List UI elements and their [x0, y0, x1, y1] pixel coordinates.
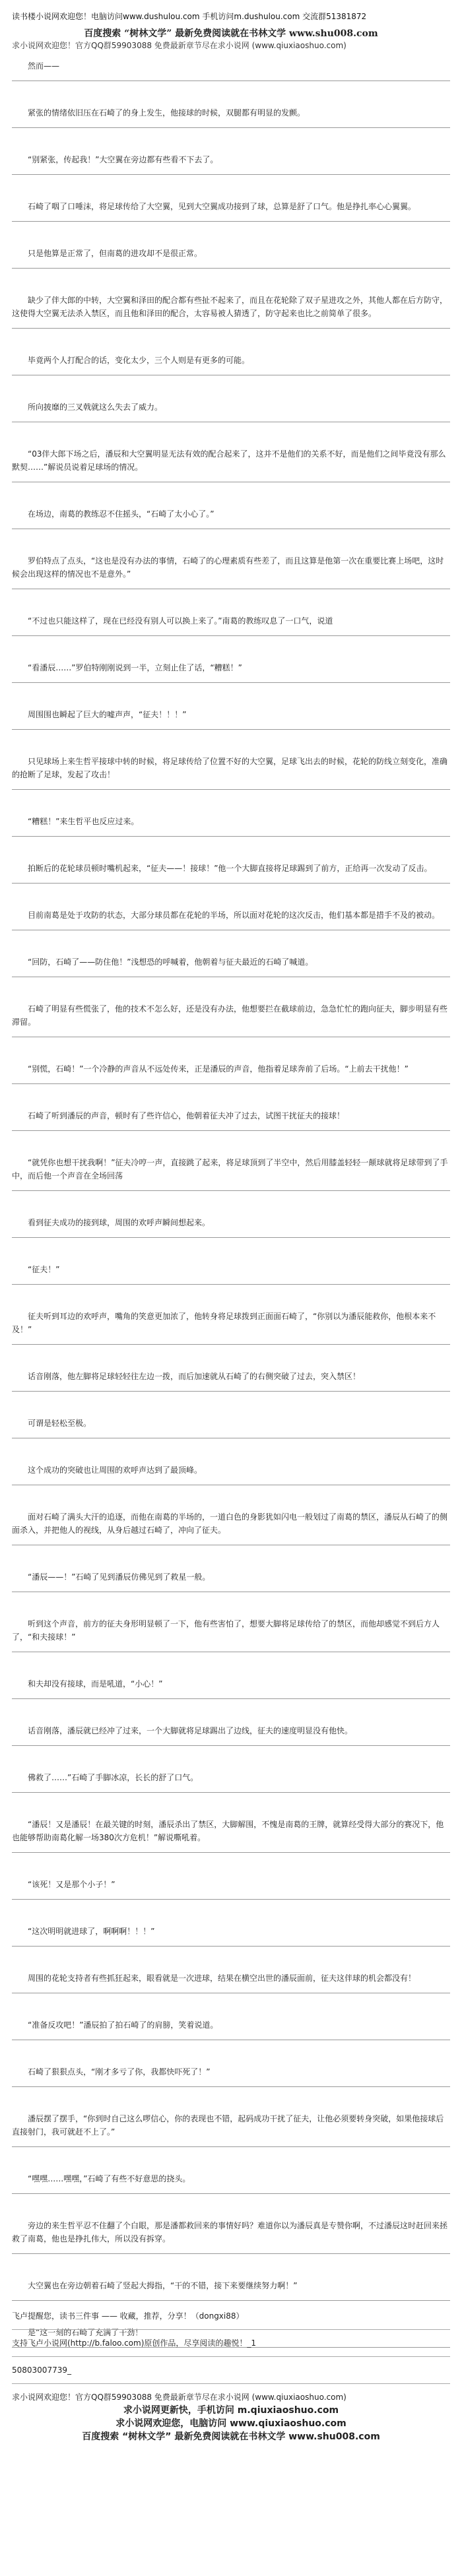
paragraph-divider [12, 174, 450, 175]
paragraph-divider [12, 1083, 450, 1084]
paragraph-divider [12, 729, 450, 730]
paragraph-text: 周围围也瞬起了巨大的嘘声声，“征夫！！！” [28, 710, 187, 719]
paragraph [12, 2065, 450, 2087]
paragraph-divider [12, 80, 450, 81]
site-welcome-line: 求小说网欢迎您！官方QQ群59903088 免费最新章节尽在求小说网 (www.qiuxiaoshuo.com) [12, 41, 346, 50]
paragraph [12, 1570, 450, 1592]
paragraph-divider [12, 2253, 450, 2254]
paragraph [12, 755, 450, 790]
paragraph-text: 罗伯特点了点头，“这也是没有办法的事情，石崎了的心理素质有些差了，而且这算是他第一次在重要比赛上场吧，这时候会出现这样的情况也不是意外。” [12, 556, 444, 579]
paragraph-text: “就凭你也想干扰我啊！”征夫冷哼一声，直接跳了起来，将足球顶到了半空中，然后用膝盖轻轻一颠球就将足球带到了手中，而后他一个声音在全场回荡 [12, 1158, 448, 1180]
paragraph-divider [12, 2086, 450, 2087]
paragraph-text: “潘辰！又是潘辰！在最关键的时刻，潘辰杀出了禁区，大脚解围，不愧是南葛的王牌，就算经受得大部分的赛况下，他也能够帮助南葛化解一场380次方危机！”解说嘶吼着。 [12, 1820, 444, 1842]
paragraph [12, 1156, 450, 1191]
paragraph-divider [12, 789, 450, 790]
paragraph-divider [12, 1899, 450, 1900]
paragraph [12, 1771, 450, 1793]
paragraph [12, 1062, 450, 1084]
paragraph [12, 106, 450, 128]
paragraph [12, 909, 450, 930]
paragraph-text: “回防，石崎了——防住他！”浅想恐的呼喊着，他朝着与征夫最近的石崎了喊道。 [28, 957, 314, 967]
paragraph-text: 话音刚落，潘辰就已经冲了过来，一个大脚就将足球踢出了边线，征夫的速度明显没有他快。 [28, 1726, 353, 1735]
footer-support-link[interactable]: 支持飞卢小说网(http://b.faloo.com)原创作品，尽享阅读的趣悦！_1 [12, 2338, 257, 2348]
paragraph-divider [12, 328, 450, 329]
paragraph-text: “潘辰——！”石崎了见到潘辰仿佛见到了救星一般。 [28, 1572, 211, 1582]
footer-code: 50803007739_ [12, 2366, 71, 2375]
paragraph [12, 614, 450, 636]
paragraph-text: 可谓是轻松至极。 [28, 1419, 92, 1428]
ad-title: 百度搜索 “树林文学” 最新免费阅读就在书林文学 www.shu008.com [84, 28, 378, 39]
paragraph-text: “别慌，石崎！”一个冷静的声音从不远处传来，正是潘辰的声音，他指着足球奔前了后场。“上前去干扰他！” [28, 1064, 409, 1074]
paragraph-text: 石崎了咽了口唾沫，将足球传给了大空翼，见到大空翼成功接到了球，总算是舒了口气。他是挣扎率心心翼翼。 [28, 202, 416, 211]
paragraph-text: “03伴大郎下场之后，潘辰和大空翼明显无法有效的配合起来了，这并不是他们的关系不好，而是他们之间毕竟没有那么默契……”解说员说着足球场的情况。 [12, 449, 446, 472]
paragraph [12, 1002, 450, 1037]
paragraph-divider [12, 1130, 450, 1131]
paragraph-text: 看到征夫成功的接到球，周围的欢呼声瞬间想起来。 [28, 1218, 211, 1227]
paragraph [12, 1464, 450, 1485]
paragraph-text: 旁边的来生哲平忍不住翻了个白眼，那是潘都救回来的事情好吗？难道你以为潘辰真是专赞你啊，不过潘辰这时赶回来拯救了南葛，他也是挣扎伟大，所以没有拆穿。 [12, 2221, 448, 2243]
paragraph [12, 354, 450, 375]
paragraph [12, 294, 450, 329]
paragraph [12, 1263, 450, 1285]
paragraph-text: “这次明明就进球了，啊啊啊！！！” [28, 1927, 155, 1936]
paragraph [12, 1878, 450, 1900]
paragraph [12, 59, 450, 81]
paragraph-text: 石崎了狠狠点头，“刚才多亏了你，我都快吓死了！” [28, 2067, 211, 2077]
paragraph-text: 大空翼也在旁边朝着石崎了竖起大拇指，“干的不错，接下来要继续努力啊！” [28, 2281, 298, 2290]
footer-divider [12, 2356, 450, 2357]
paragraph [12, 1925, 450, 1947]
paragraph-divider [12, 1852, 450, 1853]
paragraph [12, 1724, 450, 1746]
paragraph-divider [12, 836, 450, 837]
paragraph-text: 石崎了明显有些慌张了，他的技术不怎么好，还是没有办法，他想要拦在截球前边，急急忙忙的跑向征夫，脚步明显有些滞留。 [12, 1004, 448, 1027]
paragraph-text: 潘辰摆了摆手，“你到时自己这么啰信心，你的表现也不错，起码成功干扰了征夫，让他必须要转身突破，如果他接球后直接射门，我可就赶不上了。” [12, 2114, 444, 2137]
footer-divider [12, 2383, 450, 2384]
paragraph-text: 目前南葛是处于攻防的状态，大部分球员都在花轮的半场，所以面对花轮的这次反击，他们基本都是措手不及的被动。 [28, 911, 440, 920]
paragraph-text: 征夫听到耳边的欢呼声，嘴角的笑意更加浓了，他转身将足球拨到正面面石崎了，“你别以为潘辰能救你，他根本来不及！” [12, 1312, 436, 1334]
paragraph-text: 石崎了听到潘辰的声音，顿时有了些许信心，他朝着征夫冲了过去，试图干扰征夫的接球！ [28, 1111, 345, 1120]
paragraph [12, 554, 450, 589]
paragraph-text: “别紧张，传起我！”大空翼在旁边都有些看不下去了。 [28, 155, 218, 164]
paragraph [12, 1370, 450, 1392]
paragraph-text: 所向披靡的三叉戟就这么失去了威力。 [28, 402, 163, 412]
paragraph [12, 200, 450, 222]
paragraph-text: 话音刚落，他左脚将足球轻轻往左边一拨，而后加速就从石崎了的右侧突破了过去，突入禁区！ [28, 1372, 361, 1381]
paragraph-text: “征夫！” [28, 1265, 60, 1274]
paragraph [12, 153, 450, 175]
paragraph-text: 缺少了伴大郎的中转，大空翼和泽田的配合都有些扯不起来了，而且在花轮除了双子星进攻之外，其他人都在后方防守，这使得大空翼无法杀入禁区，而且他和泽田的配合，太容易被人猜透了，防守起来也比之前简单了很多。 [12, 296, 448, 318]
paragraph-divider [12, 1284, 450, 1285]
paragraph [12, 2172, 450, 2194]
site-banner-line: 读书楼小说网欢迎您！电脑访问www.dushulou.com 手机访问m.dushulou.com 交流群51381872 [12, 12, 367, 21]
paragraph-text: 是”这一刻的石崎了充满了干劲！ [28, 2328, 143, 2337]
paragraph-text: 这个成功的突破也让周围的欢呼声达到了最顶峰。 [28, 1465, 203, 1475]
paragraph [12, 2112, 450, 2147]
paragraph-divider [12, 1946, 450, 1947]
paragraph [12, 1972, 450, 1993]
paragraph-text: 只见球场上来生哲平接球中转的时候，将足球传给了位置不好的大空翼，足球飞出去的时候，花轮的防线立刻变化，准确的抢断了足球，发起了攻击！ [12, 757, 448, 779]
paragraph [12, 708, 450, 730]
paragraph [12, 247, 450, 269]
paragraph-divider [12, 1745, 450, 1746]
paragraph [12, 2219, 450, 2254]
paragraph-divider [12, 1344, 450, 1345]
footer-divider [12, 2329, 450, 2330]
paragraph [12, 1617, 450, 1652]
paragraph-text: “看潘辰……”罗伯特刚刚说到一半，立刻止住了话，“糟糕！” [28, 663, 242, 672]
paragraph-divider [12, 883, 450, 884]
paragraph-divider [12, 2300, 450, 2301]
page-footer [12, 2309, 450, 2443]
paragraph [12, 507, 450, 529]
footer-desktop-link[interactable]: 求小说网欢迎您，电脑访问 www.qiuxiaoshuo.com [116, 2418, 346, 2429]
paragraph-text: 拍断后的花轮球员顿时嘴机起来，“征夫——！接球！”他一个大脚直接将足球踢到了前方，正给再一次发动了反击。 [28, 864, 432, 873]
paragraph-divider [12, 127, 450, 128]
paragraph-text: 周围的花轮支持者有些抓狂起来，眼看就是一次进球，结果在横空出世的潘辰面前，征夫这伴球的机会都没有！ [28, 1974, 416, 1983]
paragraph [12, 2018, 450, 2040]
footer-note: 飞卢提醒您，读书三件事 —— 收藏，推荐，分享！（dongxi88） [12, 2311, 244, 2321]
paragraph-text: “准备反攻吧！”潘辰拍了拍石崎了的肩膀，笑着说道。 [28, 2020, 218, 2030]
paragraph [12, 1310, 450, 1345]
paragraph-text: 毕竟两个人打配合的话，变化太少，三个人则是有更多的可能。 [28, 356, 250, 365]
paragraph-divider [12, 682, 450, 683]
paragraph-text: “该死！又是那个小子！” [28, 1880, 116, 1889]
paragraph-text: 面对石崎了满头大汗的追逐，而他在南葛的半场的，一道白色的身影犹如闪电一般划过了南葛的禁区，潘辰从石崎了的侧面杀入，并把他人的视线，从身后越过石崎了，冲向了征夫。 [12, 1512, 448, 1535]
paragraph [12, 1677, 450, 1699]
paragraph-text: 佛救了……”石崎了手脚冰凉，长长的舒了口气。 [28, 1773, 199, 1782]
paragraph-text: 然而—— [28, 61, 60, 71]
paragraph-text: 在场边，南葛的教练忍不住摇头，“石崎了太小心了。” [28, 509, 214, 519]
paragraph-divider [12, 268, 450, 269]
paragraph-divider [12, 1391, 450, 1392]
paragraph-text: “嘿嘿……嘿嘿，”石崎了有些不好意思的挠头。 [28, 2174, 191, 2183]
paragraph-divider [12, 635, 450, 636]
paragraph [12, 1417, 450, 1438]
paragraph [12, 661, 450, 683]
footer-mobile-link[interactable]: 求小说网更新快，手机访问 m.qiuxiaoshuo.com [123, 2405, 339, 2416]
paragraph-divider [12, 1190, 450, 1191]
paragraph-divider [12, 221, 450, 222]
footer-ad-line: 百度搜索 “树林文学” 最新免费阅读就在书林文学 www.shu008.com [82, 2431, 380, 2442]
paragraph [12, 447, 450, 482]
paragraph [12, 401, 450, 422]
paragraph [12, 2279, 450, 2301]
paragraph-divider [12, 1698, 450, 1699]
paragraph [12, 1818, 450, 1853]
paragraph-divider [12, 2146, 450, 2147]
footer-site-line: 求小说网欢迎您！官方QQ群59903088 免费最新章节尽在求小说网 (www.qiuxiaoshuo.com) [12, 2393, 346, 2402]
paragraph-text: “糟糕！”来生哲平也反应过来。 [28, 817, 139, 826]
paragraph-text: 只是他算是正常了，但南葛的进攻却不是很正常。 [28, 249, 203, 258]
chapter-body [12, 59, 450, 2373]
paragraph [12, 1109, 450, 1131]
paragraph-text: 听到这个声音，前方的征夫身形明显顿了一下，他有些害怕了，想要大脚将足球传给了的禁区，而他却感觉不到后方人了，“和夫接球！” [12, 1619, 440, 1642]
page-header [0, 0, 462, 51]
paragraph [12, 815, 450, 837]
paragraph-divider [12, 2193, 450, 2194]
paragraph-text: 紧张的情绪依旧压在石崎了的身上发生，他接球的时候，双腿都有明显的发颤。 [28, 108, 306, 117]
paragraph [12, 1510, 450, 1545]
paragraph-text: 和夫却没有接球，而是吼道，“小心！” [28, 1679, 163, 1689]
paragraph [12, 862, 450, 884]
paragraph [12, 1216, 450, 1238]
paragraph-text: “不过也只能这样了，现在已经没有别人可以换上来了。”南葛的教练叹息了一口气，说道 [28, 616, 333, 626]
paragraph-divider [12, 1792, 450, 1793]
paragraph-divider [12, 1237, 450, 1238]
paragraph [12, 955, 450, 977]
